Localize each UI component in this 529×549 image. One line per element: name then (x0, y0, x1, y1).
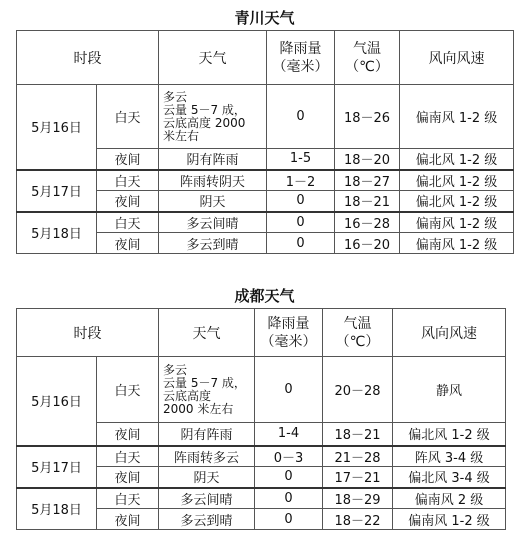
period-cell: 夜间 (97, 423, 159, 446)
temp-cell: 18－20 (335, 149, 400, 170)
wind-cell: 偏南风 1-2 级 (400, 233, 514, 254)
temp-cell: 18－29 (323, 488, 393, 509)
date-cell: 5月17日 (17, 446, 97, 488)
temp-cell: 18－21 (323, 423, 393, 446)
date-cell: 5月18日 (17, 212, 97, 254)
weather-cell: 多云 云量 5－7 成， 云底高度 2000 米左右 (159, 357, 255, 423)
header-temp: 气温 （℃） (323, 309, 393, 357)
weather-cell: 多云 云量 5－7 成， 云底高度 2000 米左右 (159, 85, 267, 149)
wind-cell: 偏北风 1-2 级 (400, 170, 514, 191)
weather-table-qingchuan (16, 30, 514, 254)
header-rain: 降雨量 （毫米） (267, 31, 335, 85)
wind-cell: 偏北风 3-4 级 (393, 467, 506, 488)
weather-cell: 多云间晴 (159, 488, 255, 509)
date-cell: 5月16日 (17, 85, 97, 170)
temp-cell: 18－26 (335, 85, 400, 149)
wind-cell: 偏南风 1-2 级 (400, 212, 514, 233)
header-period: 时段 (17, 309, 159, 357)
table-title: 青川天气 (234, 9, 295, 27)
rain-cell: 1-4 (255, 423, 323, 446)
rain-cell: 1-5 (267, 149, 335, 170)
wind-cell: 偏南风 2 级 (393, 488, 506, 509)
wind-cell: 偏南风 1-2 级 (400, 85, 514, 149)
header-period: 时段 (17, 31, 159, 85)
wind-cell: 静风 (393, 357, 506, 423)
period-cell: 夜间 (97, 467, 159, 488)
weather-cell: 阴有阵雨 (159, 149, 267, 170)
rain-cell: 0 (267, 212, 335, 233)
rain-cell: 0 (255, 488, 323, 509)
temp-cell: 17－21 (323, 467, 393, 488)
rain-cell: 0－3 (255, 446, 323, 467)
rain-cell: 0 (267, 191, 335, 212)
header-rain: 降雨量 （毫米） (255, 309, 323, 357)
wind-cell: 偏北风 1-2 级 (400, 191, 514, 212)
weather-cell: 阵雨转多云 (159, 446, 255, 467)
weather-cell: 多云到晴 (159, 509, 255, 530)
period-cell: 白天 (97, 85, 159, 149)
header-weather: 天气 (159, 309, 255, 357)
temp-cell: 16－20 (335, 233, 400, 254)
date-cell: 5月17日 (17, 170, 97, 212)
period-cell: 白天 (97, 357, 159, 423)
date-cell: 5月18日 (17, 488, 97, 530)
temp-cell: 20－28 (323, 357, 393, 423)
weather-cell: 阴天 (159, 191, 267, 212)
period-cell: 白天 (97, 488, 159, 509)
period-cell: 白天 (97, 446, 159, 467)
wind-cell: 阵风 3-4 级 (393, 446, 506, 467)
rain-cell: 0 (255, 509, 323, 530)
period-cell: 夜间 (97, 191, 159, 212)
rain-cell: 0 (255, 467, 323, 488)
period-cell: 白天 (97, 170, 159, 191)
weather-cell: 多云间晴 (159, 212, 267, 233)
table-title: 成都天气 (234, 287, 295, 305)
temp-cell: 18－27 (335, 170, 400, 191)
header-weather: 天气 (159, 31, 267, 85)
header-wind: 风向风速 (400, 31, 514, 85)
temp-cell: 16－28 (335, 212, 400, 233)
period-cell: 夜间 (97, 149, 159, 170)
temp-cell: 18－21 (335, 191, 400, 212)
date-cell: 5月16日 (17, 357, 97, 446)
rain-cell: 0 (267, 233, 335, 254)
rain-cell: 0 (255, 357, 323, 423)
weather-cell: 阵雨转阴天 (159, 170, 267, 191)
rain-cell: 0 (267, 85, 335, 149)
wind-cell: 偏北风 1-2 级 (400, 149, 514, 170)
period-cell: 夜间 (97, 509, 159, 530)
temp-cell: 18－22 (323, 509, 393, 530)
period-cell: 夜间 (97, 233, 159, 254)
temp-cell: 21－28 (323, 446, 393, 467)
weather-cell: 阴天 (159, 467, 255, 488)
weather-table-chengdu (16, 308, 506, 530)
wind-cell: 偏南风 1-2 级 (393, 509, 506, 530)
header-wind: 风向风速 (393, 309, 506, 357)
weather-cell: 多云到晴 (159, 233, 267, 254)
wind-cell: 偏北风 1-2 级 (393, 423, 506, 446)
rain-cell: 1－2 (267, 170, 335, 191)
header-temp: 气温 （℃） (335, 31, 400, 85)
weather-cell: 阴有阵雨 (159, 423, 255, 446)
period-cell: 白天 (97, 212, 159, 233)
